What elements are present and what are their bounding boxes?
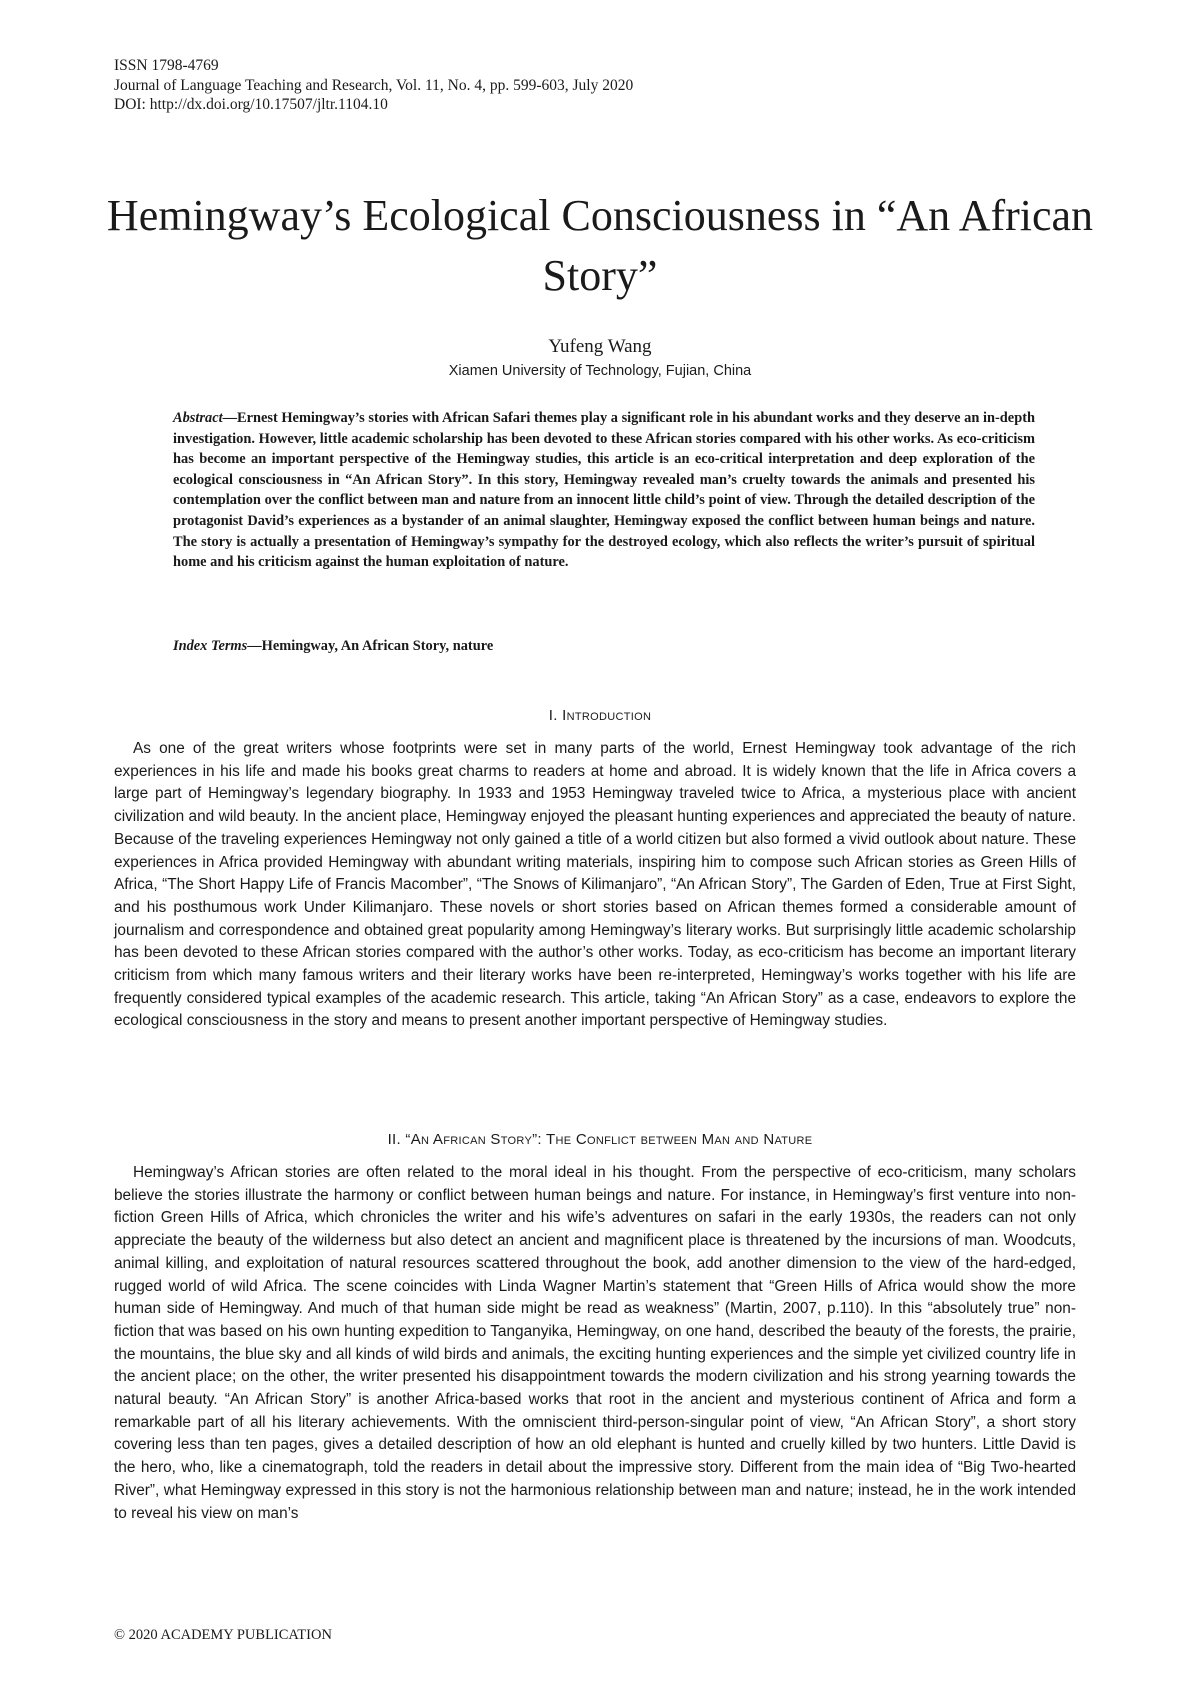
journal-citation-line: Journal of Language Teaching and Research, Vol. 11, No. 4, pp. 599-603, July 2020 bbox=[114, 76, 634, 94]
copyright-footer: © 2020 ACADEMY PUBLICATION bbox=[114, 1627, 332, 1643]
abstract-text: —Ernest Hemingway’s stories with African Safari themes play a significant role in his abundant works and they deserve an in-depth investigation. However, little academic scholarship has been devoted to these African stories compared with his other works. As eco-criticism has become an important perspective of the Hemingway studies, this article is an eco-critical interpretation and deep exploration of the ecological consciousness in “An African Story”. In this story, Hemingway revealed man’s cruelty towards the animals and presented his contemplation over the conflict between man and nature from an innocent little child’s point of view. Through the detailed description of the protagonist David’s experiences as a bystander of an animal slaughter, Hemingway exposed the conflict between human beings and nature. The story is actually a presentation of Hemingway’s sympathy for the destroyed ecology, which also reflects the writer’s pursuit of spiritual home and his criticism against the human exploitation of nature. bbox=[173, 410, 1035, 571]
abstract bbox=[173, 408, 1035, 573]
index-terms-text: —Hemingway, An African Story, nature bbox=[247, 638, 494, 654]
index-terms-label: Index Terms bbox=[173, 638, 248, 654]
conflict-paragraph: Hemingway’s African stories are often related to the moral ideal in his thought. From the perspective of eco-criticism, many scholars believe the stories illustrate the harmony or conflict between human beings and nature. For instance, in Hemingway’s first venture into non-fiction Green Hills of Africa, which chronicles the writer and his wife’s adventures on safari in the early 1930s, the readers can not only appreciate the beauty of the wilderness but also detect an ancient and magnificent place is threatened by the incursions of man. Woodcuts, animal killing, and exploitation of natural resources scattered throughout the book, add another dimension to the view of the hard-edged, rugged world of wild Africa. The scene coincides with Linda Wagner Martin’s statement that “Green Hills of Africa would show the more human side of Hemingway. And much of that human side might be read as weakness” (Martin, 2007, p.110). In this “absolutely true” non-fiction that was based on his own hunting expedition to Tanganyika, Hemingway, on one hand, described the beauty of the forests, the prairie, the mountains, the blue sky and all kinds of wild birds and animals, the exciting hunting experiences and the simple yet civilized country life in the ancient place; on the other, the writer presented his disappointment towards the modern civilization and his strong yearning towards the natural beauty. “An African Story” is another Africa-based works that root in the ancient and mysterious continent of Africa and form a remarkable part of all his literary achievements. With the omniscient third-person-singular point of view, “An African Story”, a short story covering less than ten pages, gives a detailed description of how an old elephant is hunted and cruelly killed by two hunters. Little David is the hero, who, like a cinematograph, told the readers in detail about the impressive story. Different from the main idea of “Big Two-hearted River”, what Hemingway expressed in this story is not the harmonious relationship between man and nature; instead, he in the work intended to reveal his view on man’s bbox=[114, 1164, 1076, 1522]
doi-line: DOI: http://dx.doi.org/10.17507/jltr.1104.10 bbox=[114, 96, 388, 113]
index-terms bbox=[173, 638, 1035, 655]
journal-header bbox=[114, 56, 633, 115]
abstract-label: Abstract bbox=[173, 410, 223, 426]
author-affiliation: Xiamen University of Technology, Fujian, China bbox=[448, 363, 752, 379]
section-heading-conflict: II. “An African Story”: The Conflict between Man and Nature bbox=[387, 1131, 813, 1148]
issn-line: ISSN 1798-4769 bbox=[114, 57, 219, 74]
introduction-paragraph: As one of the great writers whose footprints were set in many parts of the world, Ernest Hemingway took advantage of the rich experiences in his life and made his books great charms to readers at home and abroad. It is widely known that the life in Africa covers a large part of Hemingway’s legendary biography. In 1933 and 1953 Hemingway traveled twice to Africa, a mysterious place with ancient civilization and wild beauty. In the ancient place, Hemingway enjoyed the pleasant hunting experiences and appreciated the beauty of nature. Because of the traveling experiences Hemingway not only gained a title of a world citizen but also formed a vivid outlook about nature. These experiences in Africa provided Hemingway with abundant writing materials, inspiring him to compose such African stories as Green Hills of Africa, “The Short Happy Life of Francis Macomber”, “The Snows of Kilimanjaro”, “An African Story”, The Garden of Eden, True at First Sight, and his posthumous work Under Kilimanjaro. These novels or short stories based on African themes formed a considerable amount of journalism and correspondence and obtained great popularity among Hemingway’s literary works. But surprisingly little academic scholarship has been devoted to these African stories compared with the author’s other works. Today, as eco-criticism has become an important literary criticism from which many famous writers and their literary works have been re-interpreted, Hemingway’s works together with his life are frequently considered typical examples of the academic research. This article, taking “An African Story” as a case, endeavors to explore the ecological consciousness in the story and means to present another important perspective of Hemingway studies. bbox=[114, 740, 1076, 1030]
paper-title: Hemingway’s Ecological Consciousness in “An African Story” bbox=[106, 191, 1094, 300]
section-heading-introduction: I. Introduction bbox=[548, 707, 652, 724]
author-name: Yufeng Wang bbox=[548, 336, 652, 357]
